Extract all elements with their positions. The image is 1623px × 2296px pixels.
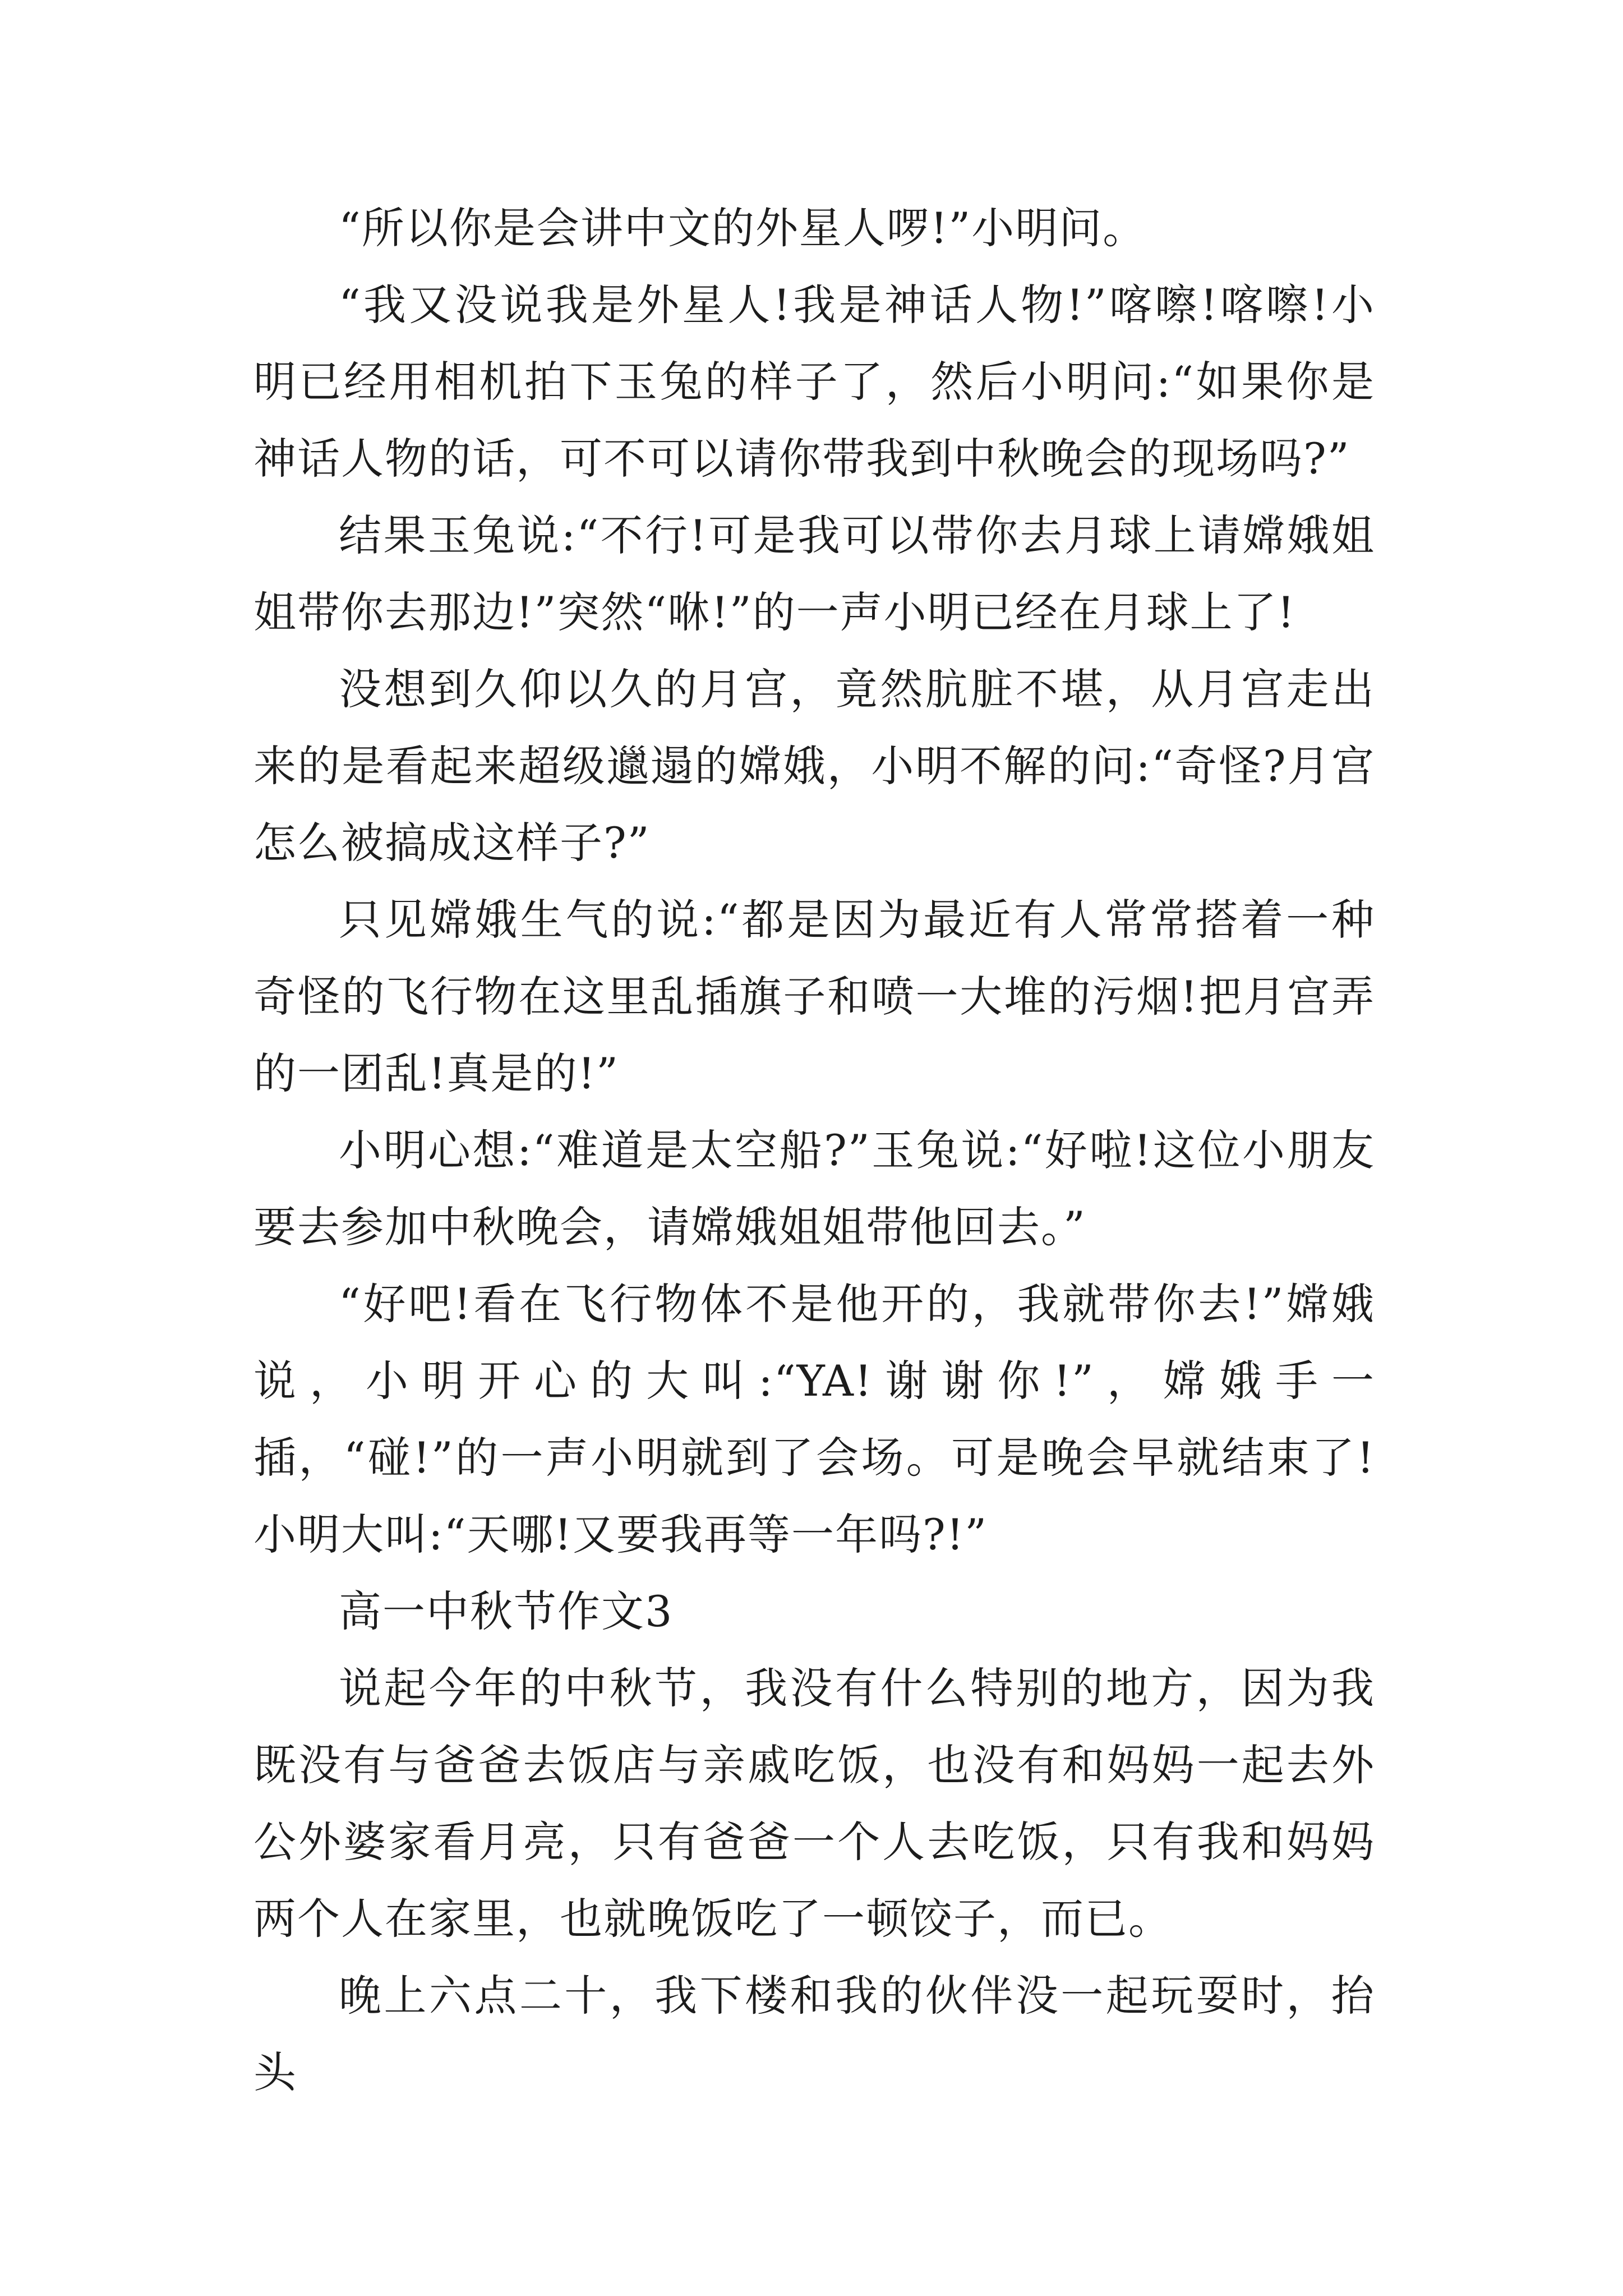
paragraph: 小明心想:“难道是太空船?”玉兔说:“好啦!这位小朋友要去参加中秋晚会，请嫦娥姐姐带他回去。” <box>253 1125 1375 1252</box>
document-body <box>253 190 1375 2111</box>
paragraph: 结果玉兔说:“不行!可是我可以带你去月球上请嫦娥姐姐带你去那边!”突然“咻!”的一声小明已经在月球上了! <box>253 510 1375 637</box>
paragraph: 晚上六点二十，我下楼和我的伙伴没一起玩耍时，抬头 <box>253 1971 1375 2097</box>
paragraph: “所以你是会讲中文的外星人啰!”小明问。 <box>339 203 1147 253</box>
paragraph: 只见嫦娥生气的说:“都是因为最近有人常常搭着一种奇怪的飞行物在这里乱插旗子和喷一大堆的污烟!把月宫弄的一团乱!真是的!” <box>253 895 1375 1098</box>
paragraph: 说起今年的中秋节，我没有什么特别的地方，因为我既没有与爸爸去饭店与亲戚吃饭，也没有和妈妈一起去外公外婆家看月亮，只有爸爸一个人去吃饭，只有我和妈妈两个人在家里，也就晚饭吃了一顿饺子，而已。 <box>253 1663 1375 1944</box>
paragraph: “好吧!看在飞行物体不是他开的，我就带你去!”嫦娥说，小明开心的大叫:“YA!谢谢你!”，嫦娥手一插，“碰!”的一声小明就到了会场。可是晚会早就结束了!小明大叫:“天哪!又要我再等一年吗?!” <box>253 1279 1375 1559</box>
paragraph: 没想到久仰以久的月宫，竟然肮脏不堪，从月宫走出来的是看起来超级邋遢的嫦娥，小明不解的问:“奇怪?月宫怎么被搞成这样子?” <box>253 664 1375 868</box>
section-heading: 高一中秋节作文3 <box>339 1586 674 1636</box>
paragraph: “我又没说我是外星人!我是神话人物!”喀嚓!喀嚓!小明已经用相机拍下玉兔的样子了，然后小明问:“如果你是神话人物的话，可不可以请你带我到中秋晚会的现场吗?” <box>253 280 1375 484</box>
